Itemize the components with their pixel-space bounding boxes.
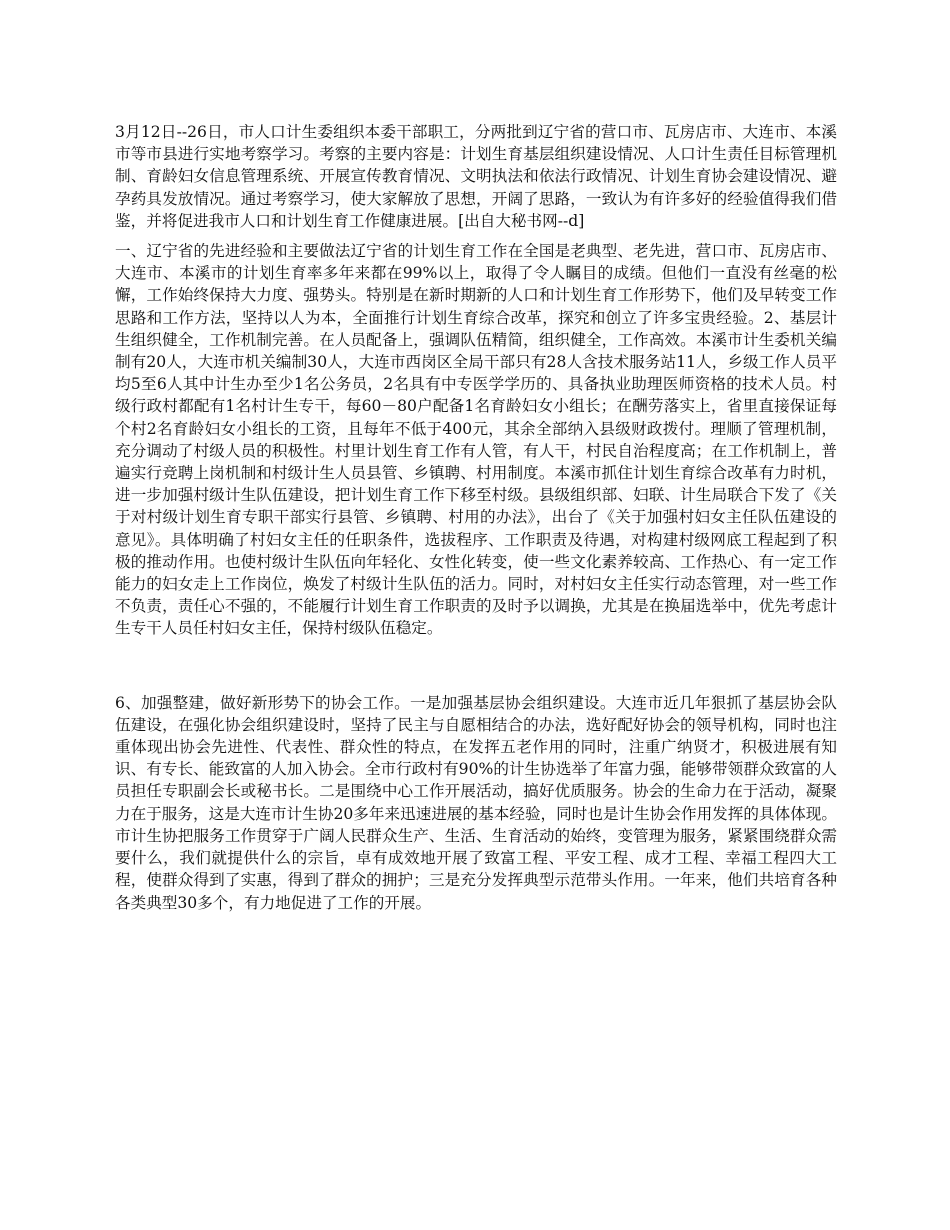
paragraph-intro: 3月12日--26日，市人口计生委组织本委干部职工，分两批到辽宁省的营口市、瓦房店市、大连市、本溪市等市县进行实地考察学习。考察的主要内容是：计划生育基层组织建设情况、人口计生责任目标管理机制、育龄妇女信息管理系统、开展宣传教育情况、文明执法和依法行政情况、计划生育协会建设情况、避孕药具发放情况。通过考察学习，使大家解放了思想，开阔了思路，一致认为有许多好的经验值得我们借鉴，并将促进我市人口和计划生育工作健康进展。[出自大秘书网--d] [115,123,837,230]
paragraph-item-six: 6、加强整建，做好新形势下的协会工作。一是加强基层协会组织建设。大连市近几年狠抓了基层协会队伍建设，在强化协会组织建设时，坚持了民主与自愿相结合的办法，选好配好协会的领导机构，同时也注重体现出协会先进性、代表性、群众性的特点，在发挥五老作用的同时，注重广纳贤才，积极进展有知识、有专长、能致富的人加入协会。全市行政村有90%的计生协选举了年富力强，能够带领群众致富的人员担任专职副会长或秘书长。二是围绕中心工作开展活动，搞好优质服务。协会的生命力在于活动，凝聚力在于服务，这是大连市计生协20多年来迅速进展的基本经验，同时也是计生协会作用发挥的具体体现。市计生协把服务工作贯穿于广阔人民群众生产、生活、生育活动的始终，变管理为服务，紧紧围绕群众需要什么，我们就提供什么的宗旨，卓有成效地开展了致富工程、平安工程、成才工程、幸福工程四大工程，使群众得到了实惠，得到了群众的拥护；三是充分发挥典型示范带头作用。一年来，他们共培育各种各类典型30多个，有力地促进了工作的开展。 [115,693,837,912]
document-body [115,121,837,914]
paragraph-section-one: 一、辽宁省的先进经验和主要做法辽宁省的计划生育工作在全国是老典型、老先进，营口市、瓦房店市、大连市、本溪市的计划生育率多年来都在99%以上，取得了令人瞩目的成绩。但他们一直没有丝毫的松懈，工作始终保持大力度、强势头。特别是在新时期新的人口和计划生育工作形势下，他们及早转变工作思路和工作方法，坚持以人为本，全面推行计划生育综合改革，探究和创立了许多宝贵经验。2、基层计生组织健全，工作机制完善。在人员配备上，强调队伍精简，组织健全，工作高效。本溪市计生委机关编制有20人，大连市机关编制30人，大连市西岗区全局干部只有28人含技术服务站11人，乡级工作人员平均5至6人其中计生办至少1名公务员，2名具有中专医学学历的、具备执业助理医师资格的技术人员。村级行政村都配有1名村计生专干，每60－80户配备1名育龄妇女小组长；在酬劳落实上，省里直接保证每个村2名育龄妇女小组长的工资，且每年不低于400元，其余全部纳入县级财政拨付。理顺了管理机制，充分调动了村级人员的积极性。村里计划生育工作有人管，有人干，村民自治程度高；在工作机制上，普遍实行竞聘上岗机制和村级计生人员县管、乡镇聘、村用制度。本溪市抓住计划生育综合改革有力时机，进一步加强村级计生队伍建设，把计划生育工作下移至村级。县级组织部、妇联、计生局联合下发了《关于对村级计划生育专职干部实行县管、乡镇聘、村用的办法》，出台了《关于加强村妇女主任队伍建设的意见》。具体明确了村妇女主任的任职条件，选拔程序、工作职责及待遇，对构建村级网底工程起到了积极的推动作用。也使村级计生队伍向年轻化、女性化转变，使一些文化素养较高、工作热心、有一定工作能力的妇女走上工作岗位，焕发了村级计生队伍的活力。同时，对村妇女主任实行动态管理，对一些工作不负责，责任心不强的，不能履行计划生育工作职责的及时予以调换，尤其是在换届选举中，优先考虑计生专干人员任村妇女主任，保持村级队伍稳定。 [115,242,837,638]
